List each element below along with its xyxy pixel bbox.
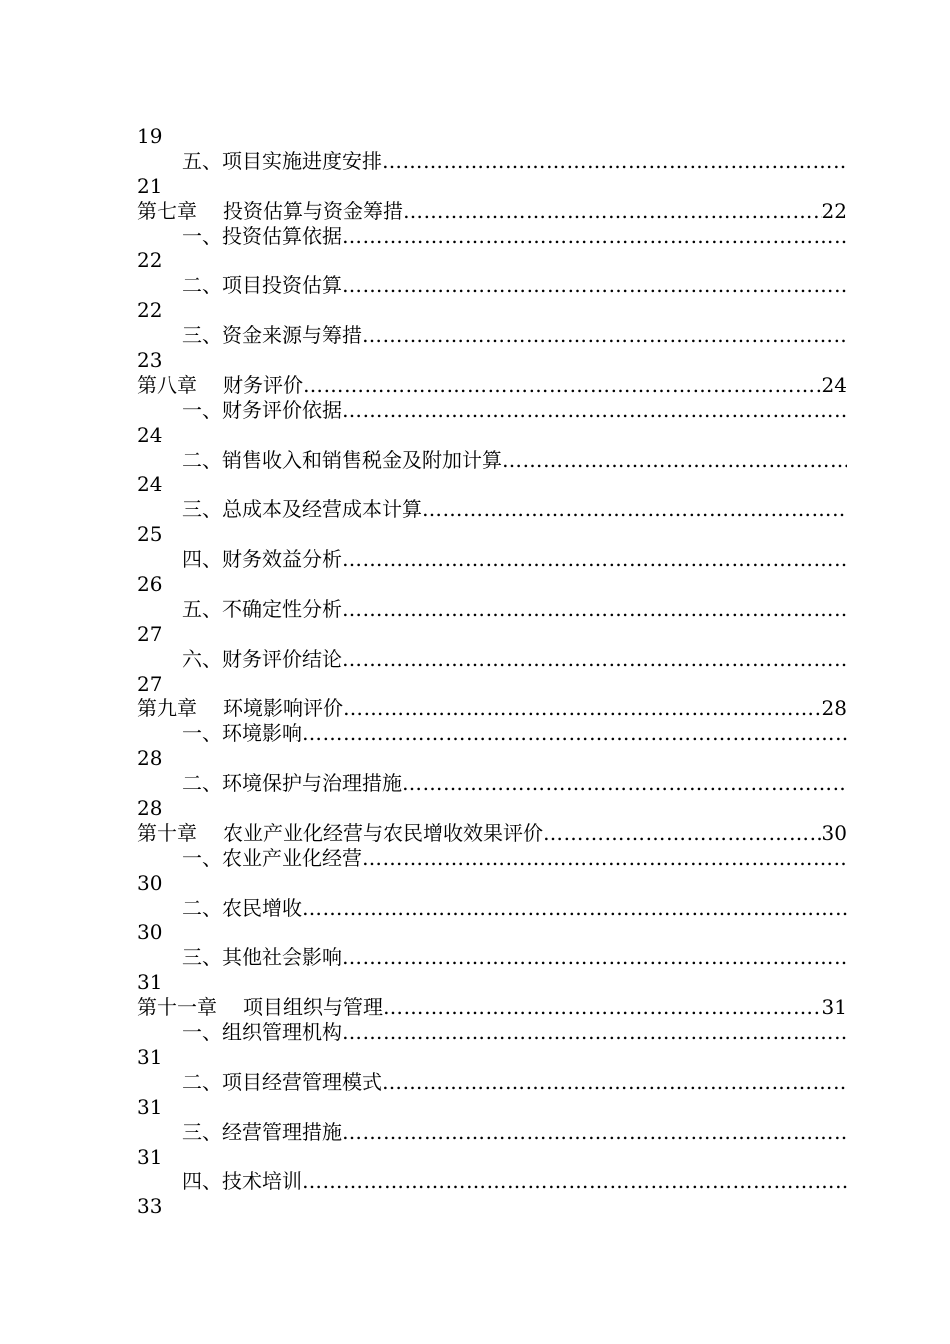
toc-chapter-title: 投资估算与资金筹措 <box>223 198 403 223</box>
toc-leader-dots <box>342 647 847 672</box>
toc-section-title: 五、不确定性分析 <box>182 596 342 621</box>
toc-page-number: 19 <box>137 124 163 148</box>
toc-page-number-line <box>137 522 847 547</box>
toc-leader-dots <box>362 323 847 348</box>
toc-page-number: 31 <box>137 1044 163 1069</box>
toc-page-number-line <box>137 1045 847 1070</box>
toc-leader-dots <box>383 995 822 1020</box>
toc-page-number: 27 <box>137 621 163 646</box>
toc-chapter-page-number: 28 <box>821 696 847 721</box>
toc-leader-dots <box>422 497 847 522</box>
toc-page-number: 31 <box>137 1094 163 1119</box>
toc-section-entry <box>137 323 847 348</box>
toc-leader-dots <box>342 1120 847 1145</box>
toc-chapter-entry <box>137 995 847 1020</box>
toc-section-title: 一、财务评价依据 <box>182 397 342 422</box>
toc-chapter-entry <box>137 821 847 846</box>
toc-leader-dots <box>342 224 847 249</box>
toc-page-number: 26 <box>137 572 163 597</box>
toc-section-entry <box>137 448 847 473</box>
toc-page-number-line <box>137 423 847 448</box>
toc-section-title: 四、技术培训 <box>182 1169 302 1194</box>
toc-page-number-line <box>137 572 847 597</box>
toc-section-entry <box>137 647 847 672</box>
toc-chapter-entry <box>137 696 847 721</box>
toc-leader-dots <box>382 149 847 174</box>
toc-leader-dots <box>342 273 847 298</box>
toc-chapter-label: 第八章 <box>137 372 197 397</box>
toc-leader-dots <box>302 721 847 746</box>
toc-chapter-title: 农业产业化经营与农民增收效果评价 <box>223 820 543 845</box>
toc-page-number-line <box>137 124 847 149</box>
toc-section-title: 一、环境影响 <box>182 721 302 746</box>
toc-page-number-line <box>137 871 847 896</box>
toc-leader-dots <box>302 896 847 921</box>
toc-chapter-label: 第七章 <box>137 198 197 223</box>
toc-chapter-label: 第十章 <box>137 820 197 845</box>
toc-chapter-page-number: 31 <box>821 995 847 1020</box>
toc-section-entry <box>137 771 847 796</box>
toc-page-number: 27 <box>137 671 163 696</box>
toc-section-title: 三、总成本及经营成本计算 <box>182 497 422 522</box>
toc-leader-dots <box>303 373 822 398</box>
toc-page-number: 33 <box>137 1194 163 1219</box>
toc-section-title: 二、农民增收 <box>182 895 302 920</box>
toc-leader-dots <box>403 199 822 224</box>
toc-page-number: 28 <box>137 746 163 771</box>
toc-leader-dots <box>543 821 822 846</box>
toc-page-number-line <box>137 622 847 647</box>
toc-section-title: 五、项目实施进度安排 <box>182 148 382 173</box>
toc-section-title: 二、环境保护与治理措施 <box>182 771 402 796</box>
toc-page-number: 24 <box>137 472 163 497</box>
toc-page-number-line <box>137 472 847 497</box>
toc-chapter-page-number: 30 <box>821 820 847 845</box>
toc-chapter-page-number: 24 <box>821 372 847 397</box>
toc-page-number: 22 <box>137 298 163 323</box>
toc-section-title: 三、资金来源与筹措 <box>182 323 362 348</box>
toc-leader-dots <box>402 771 847 796</box>
toc-chapter-entry <box>137 199 847 224</box>
toc-section-entry <box>137 945 847 970</box>
toc-page-number-line <box>137 348 847 373</box>
toc-page-number: 28 <box>137 796 163 821</box>
toc-section-entry <box>137 896 847 921</box>
toc-page-number: 24 <box>137 422 163 447</box>
toc-page-number: 31 <box>137 1144 163 1169</box>
toc-page-number: 31 <box>137 970 163 995</box>
table-of-contents <box>137 124 847 1219</box>
toc-leader-dots <box>343 696 822 721</box>
toc-chapter-title: 财务评价 <box>223 372 303 397</box>
toc-page-number: 25 <box>137 522 163 547</box>
toc-leader-dots <box>342 398 847 423</box>
toc-section-entry <box>137 597 847 622</box>
toc-section-entry <box>137 224 847 249</box>
toc-section-entry <box>137 846 847 871</box>
toc-page-number-line <box>137 1194 847 1219</box>
toc-section-title: 三、经营管理措施 <box>182 1119 342 1144</box>
toc-section-entry <box>137 149 847 174</box>
toc-section-entry <box>137 273 847 298</box>
toc-leader-dots <box>342 1020 847 1045</box>
toc-page-number-line <box>137 1145 847 1170</box>
toc-chapter-page-number: 22 <box>821 198 847 223</box>
toc-section-entry <box>137 721 847 746</box>
toc-chapter-entry <box>137 373 847 398</box>
toc-page-number: 30 <box>137 870 163 895</box>
toc-leader-dots <box>502 448 847 473</box>
toc-page-number-line <box>137 796 847 821</box>
toc-section-title: 二、销售收入和销售税金及附加计算 <box>182 447 502 472</box>
toc-page-number-line <box>137 970 847 995</box>
toc-page-number-line <box>137 746 847 771</box>
toc-page-number: 22 <box>137 248 163 273</box>
toc-section-title: 一、农业产业化经营 <box>182 845 362 870</box>
toc-section-entry <box>137 547 847 572</box>
toc-page-number-line <box>137 1095 847 1120</box>
toc-leader-dots <box>342 547 847 572</box>
toc-page-number: 30 <box>137 920 163 945</box>
toc-leader-dots <box>382 1070 847 1095</box>
toc-page-number: 21 <box>137 173 163 198</box>
toc-page-number-line <box>137 248 847 273</box>
toc-chapter-label: 第九章 <box>137 696 197 721</box>
toc-chapter-title: 环境影响评价 <box>223 696 343 721</box>
toc-leader-dots <box>362 846 847 871</box>
toc-section-entry <box>137 497 847 522</box>
toc-section-title: 六、财务评价结论 <box>182 646 342 671</box>
toc-leader-dots <box>342 597 847 622</box>
toc-section-entry <box>137 1169 847 1194</box>
toc-chapter-title: 项目组织与管理 <box>243 995 383 1020</box>
toc-page-number-line <box>137 174 847 199</box>
toc-section-entry <box>137 1070 847 1095</box>
toc-page-number-line <box>137 298 847 323</box>
toc-page-number: 23 <box>137 348 163 372</box>
toc-section-title: 四、财务效益分析 <box>182 547 342 572</box>
toc-section-title: 三、其他社会影响 <box>182 945 342 970</box>
toc-section-title: 一、投资估算依据 <box>182 223 342 248</box>
toc-leader-dots <box>342 945 847 970</box>
toc-page-number-line <box>137 672 847 697</box>
toc-section-title: 二、项目经营管理模式 <box>182 1069 382 1094</box>
toc-section-entry <box>137 398 847 423</box>
toc-leader-dots <box>302 1169 847 1194</box>
toc-section-title: 二、项目投资估算 <box>182 273 342 298</box>
toc-page-number-line <box>137 921 847 946</box>
toc-section-entry <box>137 1020 847 1045</box>
toc-chapter-label: 第十一章 <box>137 995 217 1020</box>
toc-section-title: 一、组织管理机构 <box>182 1020 342 1045</box>
toc-section-entry <box>137 1120 847 1145</box>
